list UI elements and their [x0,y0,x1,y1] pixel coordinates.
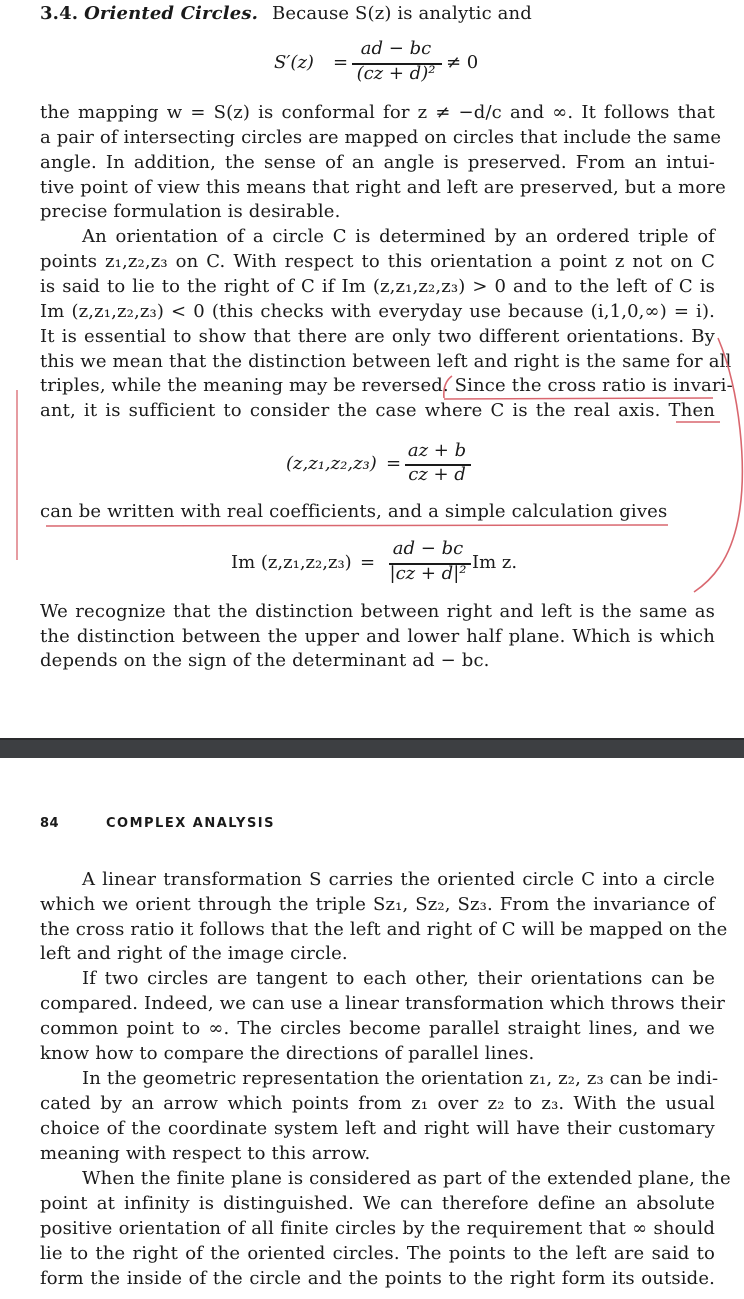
text-line: A linear transformation S carries the oriented circle C into a circle [82,869,715,890]
text-line: In the geometric representation the orientation z₁, z₂, z₃ can be indi- [82,1068,719,1089]
eq3-lhs: Im (z,z₁,z₂,z₃) [231,552,352,573]
section-title: Oriented Circles. [84,3,259,24]
text-line: meaning with respect to this arrow. [40,1143,371,1164]
text-line: An orientation of a circle C is determined by an ordered triple of [82,226,715,247]
text-line: lie to the right of the oriented circles. The points to the left are said to [40,1243,715,1264]
text-line: is said to lie to the right of C if Im (z,z₁,z₂,z₃) > 0 and to the left of C is [40,276,715,297]
text-line: know how to compare the directions of parallel lines. [40,1043,535,1064]
text-line: can be written with real coefficients, and a simple calculation gives [40,501,668,522]
text-line: It is essential to show that there are only two different orientations. By [40,326,715,347]
eq3-denominator: |cz + d|² [389,563,467,584]
text-line: positive orientation of all finite circles by the requirement that ∞ should [40,1218,715,1239]
text-line: choice of the coordinate system left and right will have their customary [40,1118,715,1139]
eq1-denominator: (cz + d)² [356,63,436,84]
text-line: tive point of view this means that right and left are preserved, but a more [40,177,726,198]
text-line: precise formulation is desirable. [40,201,341,222]
eq1-equals: = [333,52,349,73]
text-line: When the finite plane is considered as part of the extended plane, the [82,1168,731,1189]
text-line: angle. In addition, the sense of an angle is preserved. From an intui- [40,152,715,173]
text-line: depends on the sign of the determinant ad − bc. [40,650,490,671]
eq3-rhs: Im z. [472,552,518,573]
text-line: compared. Indeed, we can use a linear transformation which throws their [40,993,726,1014]
section-first-text: Because S(z) is analytic and [271,3,532,24]
section-heading-line [40,2,715,26]
text-line: the cross ratio it follows that the left and right of C will be mapped on the [40,919,728,940]
text-line: which we orient through the triple Sz₁, Sz₂, Sz₃. From the invariance of [40,894,715,915]
eq3-equals: = [360,552,376,573]
text-line: this we mean that the distinction between left and right is the same for all [40,351,732,372]
annotation-underline-3 [46,525,668,526]
text-line: cated by an arrow which points from z₁ over z₂ to z₃. With the usual [40,1093,715,1114]
page-separator [0,738,744,758]
section-number: 3.4. [40,3,79,24]
eq1-numerator: ad − bc [360,38,432,59]
text-line: ant, it is sufficient to consider the case where C is the real axis. Then [40,400,715,421]
eq2-denominator: cz + d [408,464,466,485]
text-line: the distinction between the upper and lower half plane. Which is which [40,626,715,647]
eq2-numerator: az + b [407,440,467,461]
text-line: a pair of intersecting circles are mapped on circles that include the same [40,127,722,148]
eq2-lhs: (z,z₁,z₂,z₃) [286,453,377,474]
text-line: form the inside of the circle and the points to the right form its outside. [40,1268,715,1289]
page-number: 84 [40,816,60,831]
text-line: triples, while the meaning may be reversed. Since the cross ratio is invari- [40,375,733,396]
text-line: If two circles are tangent to each other, their orientations can be [82,968,715,989]
eq2-equals: = [386,453,402,474]
eq1-lhs: S′(z) [274,52,314,73]
eq1-rhs: ≠ 0 [446,52,479,73]
text-line: We recognize that the distinction between right and left is the same as [40,601,715,622]
text-line: left and right of the image circle. [40,943,348,964]
text-line: points z₁,z₂,z₃ on C. With respect to this orientation a point z not on C [40,251,715,272]
page-separator-edge [0,738,744,740]
text-line: the mapping w = S(z) is conformal for z ≠ −d/c and ∞. It follows that [40,102,715,123]
running-head: COMPLEX ANALYSIS [106,816,276,831]
text-line: common point to ∞. The circles become parallel straight lines, and we [40,1018,715,1039]
text-line: Im (z,z₁,z₂,z₃) < 0 (this checks with everyday use because (i,1,0,∞) = i). [40,301,715,322]
text-line: point at infinity is distinguished. We can therefore define an absolute [40,1193,715,1214]
eq3-numerator: ad − bc [392,538,464,559]
